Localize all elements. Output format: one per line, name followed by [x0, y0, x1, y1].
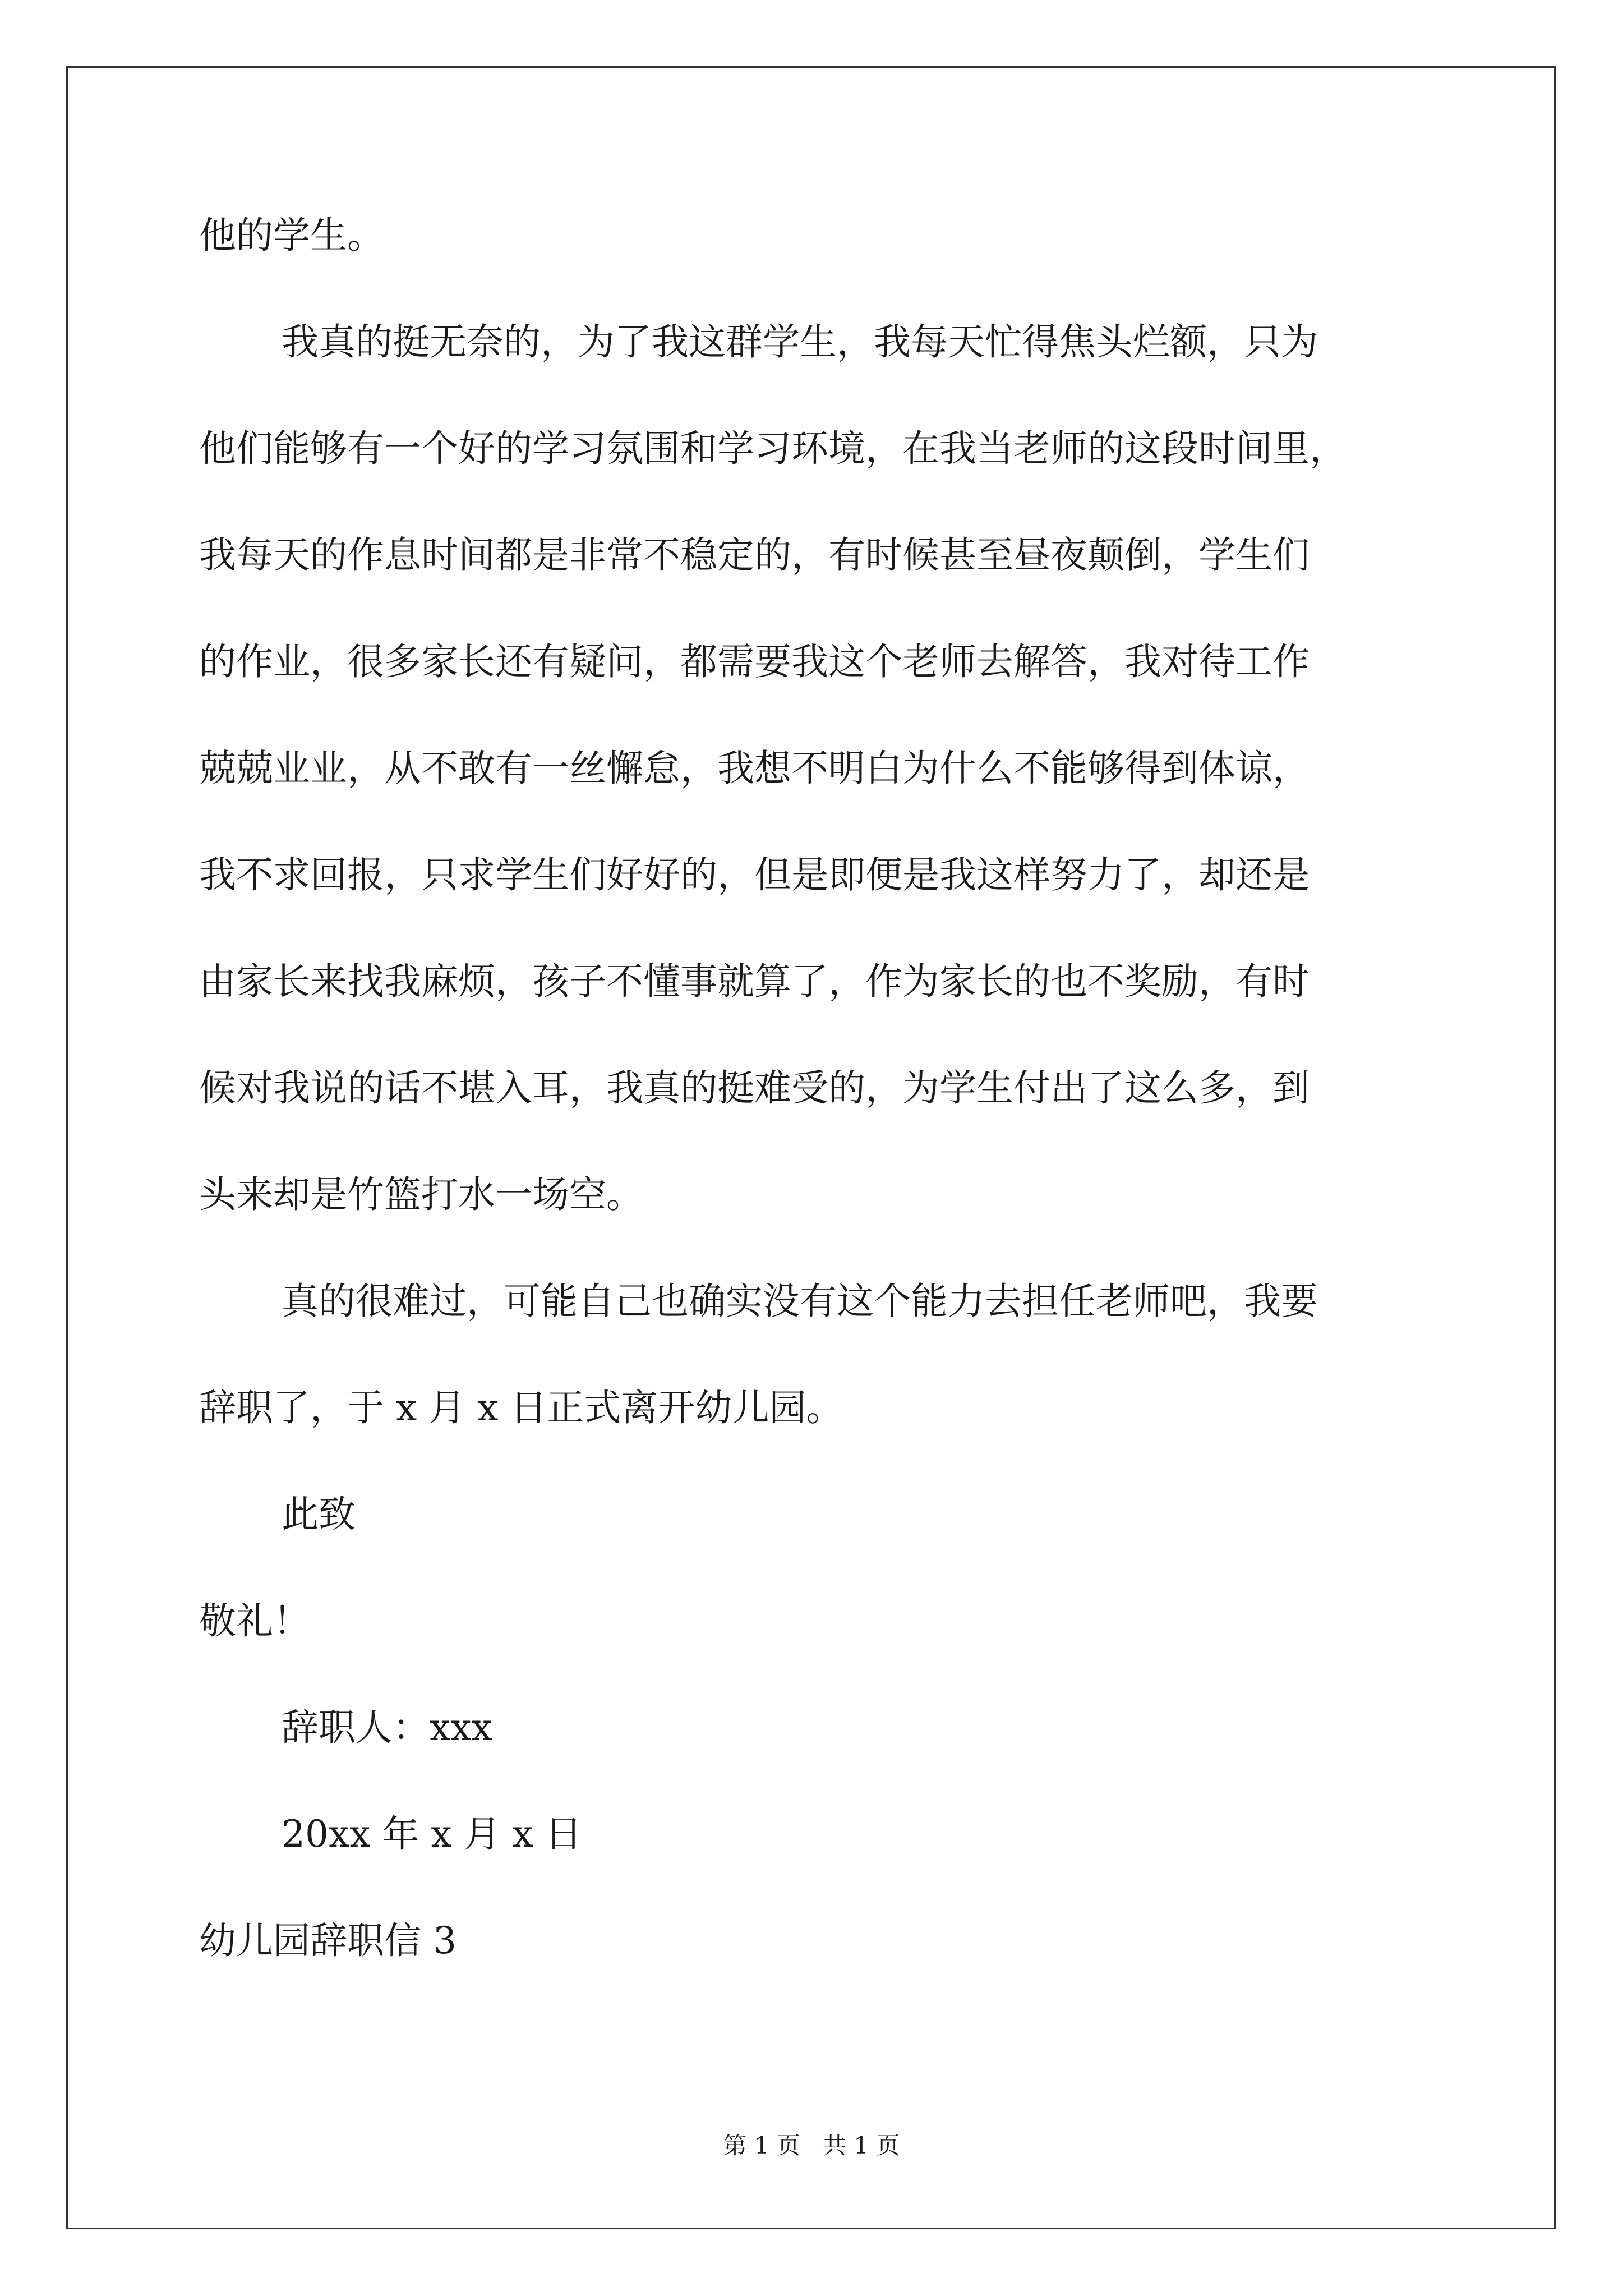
body-line: 真的很难过，可能自己也确实没有这个能力去担任老师吧，我要 [282, 1280, 1318, 1323]
body-line: 他们能够有一个好的学习氛围和学习环境，在我当老师的这段时间里， [199, 427, 1347, 470]
date-line: 20xx 年 x 月 x 日 [282, 1812, 582, 1856]
body-line: 兢兢业业，从不敢有一丝懈怠，我想不明白为什么不能够得到体谅， [199, 747, 1310, 790]
body-line: 他的学生。 [199, 214, 384, 257]
closing-salutation: 此致 [282, 1493, 356, 1536]
closing-regards: 敬礼！ [199, 1599, 310, 1642]
body-line: 我不求回报，只求学生们好好的，但是即便是我这样努力了，却还是 [199, 853, 1310, 896]
body-line: 我真的挺无奈的，为了我这群学生，我每天忙得焦头烂额，只为 [282, 320, 1318, 364]
body-line: 辞职了，于 x 月 x 日正式离开幼儿园。 [199, 1386, 843, 1429]
body-line: 候对我说的话不堪入耳，我真的挺难受的，为学生付出了这么多，到 [199, 1066, 1310, 1110]
body-line: 我每天的作息时间都是非常不稳定的，有时候甚至昼夜颠倒，学生们 [199, 533, 1310, 577]
body-line: 的作业，很多家长还有疑问，都需要我这个老师去解答，我对待工作 [199, 640, 1310, 683]
body-line: 头来却是竹篮打水一场空。 [199, 1173, 643, 1216]
signature-line: 辞职人：xxx [282, 1706, 492, 1749]
section-heading: 幼儿园辞职信 3 [199, 1919, 457, 1962]
body-line: 由家长来找我麻烦，孩子不懂事就算了，作为家长的也不奖励，有时 [199, 960, 1310, 1003]
page-border [66, 66, 1556, 2229]
page-footer: 第 1 页 共 1 页 [723, 2132, 900, 2159]
